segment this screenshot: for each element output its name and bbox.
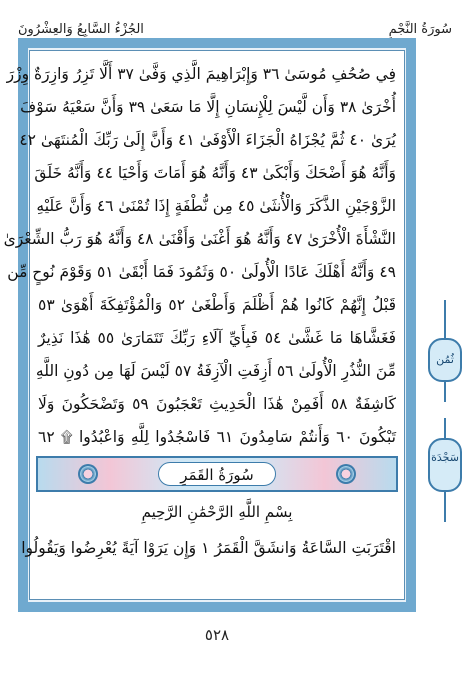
text-line: قَبْلُ إِنَّهُمْ كَانُوا هُمْ أَظْلَمَ وَأَطْغَىٰ ٥٢ وَالْمُؤْتَفِكَةَ أَهْوَىٰ ٥٣ bbox=[38, 296, 396, 314]
basmala: بِسْمِ اللَّهِ الرَّحْمَٰنِ الرَّحِيمِ bbox=[141, 503, 293, 521]
page-number: ٥٢٨ bbox=[204, 626, 230, 644]
text-line: النَّشْأَةَ الْأُخْرَىٰ ٤٧ وَأَنَّهُ هُوَ أَغْنَىٰ وَأَقْنَىٰ ٤٨ وَأَنَّهُ هُوَ رَبُّ الشِّعْرَىٰ bbox=[3, 230, 396, 248]
text-page bbox=[3, 50, 405, 600]
surah-title-banner bbox=[36, 456, 398, 492]
rosette-icon bbox=[78, 464, 98, 484]
text-line: أُخْرَىٰ ٣٨ وَأَن لَّيْسَ لِلْإِنسَانِ إِلَّا مَا سَعَىٰ ٣٩ وَأَنَّ سَعْيَهُ سَوْفَ bbox=[20, 98, 396, 116]
text-line: فِي صُحُفِ مُوسَىٰ ٣٦ وَإِبْرَاهِيمَ الَّذِي وَفَّىٰ ٣٧ أَلَّا تَزِرُ وَازِرَةٌ وِزْرَ bbox=[6, 65, 396, 83]
text-line: ٤٩ وَأَنَّهُ أَهْلَكَ عَادًا الْأُولَىٰ ٥٠ وَثَمُودَ فَمَا أَبْقَىٰ ٥١ وَقَوْمَ نُوحٍ مِّن bbox=[7, 263, 396, 281]
surah-header: سُورَةُ النَّجْمِ bbox=[388, 22, 452, 37]
ornament-spike bbox=[444, 382, 446, 402]
thumn-marker: ثُمُن bbox=[428, 338, 462, 382]
text-line: فَغَشَّاهَا مَا غَشَّىٰ ٥٤ فَبِأَيِّ آلَاءِ رَبِّكَ تَتَمَارَىٰ ٥٥ هَٰذَا نَذِيرٌ bbox=[38, 329, 396, 347]
text-line: كَاشِفَةٌ ٥٨ أَفَمِنْ هَٰذَا الْحَدِيثِ تَعْجَبُونَ ٥٩ وَتَضْحَكُونَ وَلَا bbox=[38, 395, 397, 413]
surah-title: سُورَةُ القَمَرِ bbox=[158, 462, 276, 486]
text-line: الزَّوْجَيْنِ الذَّكَرَ وَالْأُنثَىٰ ٤٥ مِن نُّطْفَةٍ إِذَا تُمْنَىٰ ٤٦ وَأَنَّ عَلَيْهِ bbox=[36, 197, 396, 215]
text-line: يُرَىٰ ٤٠ ثُمَّ يُجْزَاهُ الْجَزَاءَ الْأَوْفَىٰ ٤١ وَأَنَّ إِلَىٰ رَبِّكَ الْمُنتَهَىٰ ٤٢ bbox=[19, 131, 396, 149]
ornament-spike bbox=[444, 492, 446, 522]
rosette-icon bbox=[336, 464, 356, 484]
text-line: اقْتَرَبَتِ السَّاعَةُ وَانشَقَّ الْقَمَرُ ١ وَإِن يَرَوْا آيَةً يُعْرِضُوا وَيَقُولُوا bbox=[21, 539, 396, 557]
ornament-spike bbox=[444, 300, 446, 338]
sajda-marker: سَجْدَة bbox=[428, 438, 462, 492]
juz-header: الجُزْءُ السَّابِعُ وَالعِشْرُونَ bbox=[18, 22, 144, 37]
text-line: مِّنَ النُّذُرِ الْأُولَىٰ ٥٦ أَزِفَتِ الْآزِفَةُ ٥٧ لَيْسَ لَهَا مِن دُونِ اللَّهِ bbox=[35, 362, 396, 380]
text-line: تَبْكُونَ ٦٠ وَأَنتُمْ سَامِدُونَ ٦١ فَاسْجُدُوا لِلَّهِ وَاعْبُدُوا ۩ ٦٢ bbox=[38, 428, 396, 446]
ornament-spike bbox=[444, 418, 446, 438]
text-line: وَأَنَّهُ هُوَ أَضْحَكَ وَأَبْكَىٰ ٤٣ وَأَنَّهُ هُوَ أَمَاتَ وَأَحْيَا ٤٤ وَأَنَّهُ خَلَقَ bbox=[34, 164, 396, 182]
